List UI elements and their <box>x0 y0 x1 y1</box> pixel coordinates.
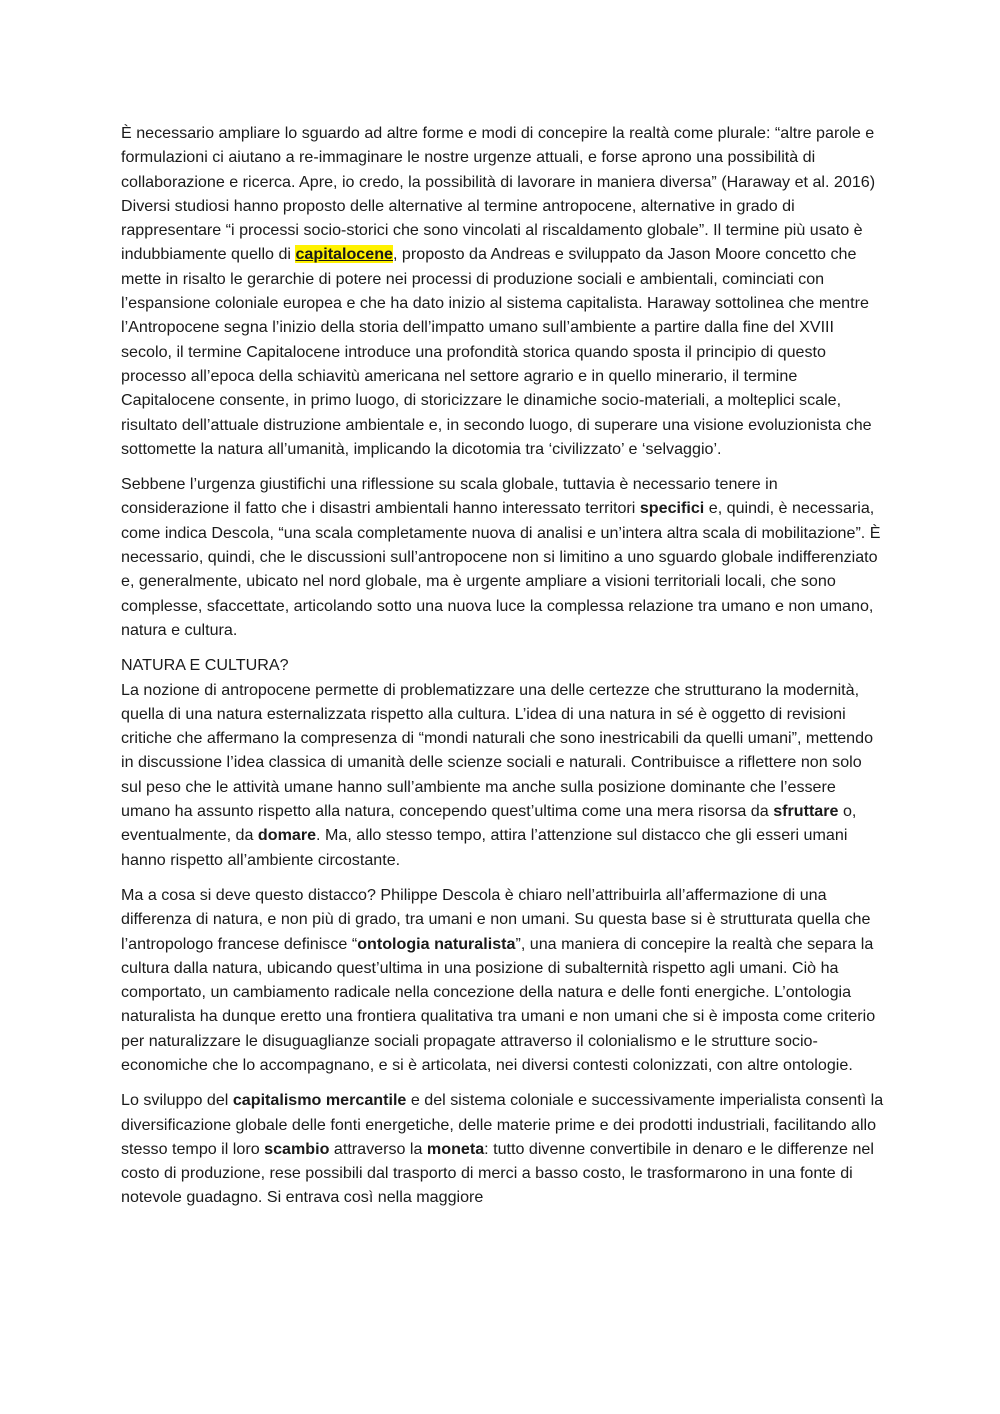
section-heading: NATURA E CULTURA? <box>121 656 289 675</box>
bold-term: scambio <box>264 1139 330 1158</box>
bold-term: domare <box>257 826 317 845</box>
text-span: attraverso la <box>329 1139 427 1158</box>
bold-term: moneta <box>426 1139 485 1158</box>
paragraph-4 <box>121 883 885 1077</box>
text-span: La nozione di antropocene permette di problematizzare una delle certezze che strutturano la modernità, quella di una natura esternalizzata rispetto alla cultura. L’idea di una natura in sé è oggetto di revisioni critiche che affermano la compresenza di “mondi naturali che sono inestricabili da quelli umani”, mettendo in discussione l’idea classica di umanità delle scienze sociali e naturali. Contribuisce a riflettere non solo sul peso che le attività umane hanno sull’ambiente ma anche sulla posizione dominante che l’essere umano ha assunto rispetto alla natura, concependo quest’ultima come una mera risorsa da <box>121 680 874 821</box>
text-span: Lo sviluppo del <box>121 1091 233 1110</box>
text-span: . Ma, allo stesso tempo, attira l’attenzione sul distacco che gli esseri umani hanno rispetto all’ambiente circostante. <box>121 826 848 869</box>
bold-term: specifici <box>639 499 705 518</box>
text-span: È necessario ampliare lo sguardo ad altre forme e modi di concepire la realtà come plurale: “altre parole e formulazioni ci aiutano a re-immaginare le nostre urgenze attuali, e forse aprono una possibilità di collaborazione e ricerca. Apre, io credo, la possibilità di lavorare in maniera diversa” (Haraway et al. 2016) Diversi studiosi hanno proposto delle alternative al termine antropocene, alternative in grado di rappresentare “i processi socio-storici che sono vincolati al riscaldamento globale”. Il termine più usato è indubbiamente quello di <box>121 124 876 264</box>
document-page <box>121 121 885 1221</box>
bold-term: capitalismo mercantile <box>232 1091 407 1110</box>
text-span: , proposto da Andreas e sviluppato da Jason Moore concetto che mette in risalto le gerarchie di potere nei processi di produzione sociali e ambientali, cominciati con l’espansione coloniale europea e che ha dato inizio al sistema capitalista. Haraway sottolinea che mentre l’Antropocene segna l’inizio della storia dell’impatto umano sull’ambiente a partire dalla fine del XVIII secolo, il termine Capitalocene introduce una profondità storica quando sposta il principio di questo processo all’epoca della schiavitù americana nel settore agrario e in quello minerario, il termine Capitalocene consente, in primo luogo, di storicizzare le dinamiche socio-materiali, a molteplici scale, risultato dell’attuale distruzione ambientale e, in secondo luogo, di superare una visione evoluzionista che sottomette la natura all’umanità, implicando la dicotomia tra ‘civilizzato’ e ‘selvaggio’. <box>121 245 872 458</box>
bold-term: ontologia naturalista <box>357 934 516 953</box>
paragraph-2 <box>121 472 885 642</box>
highlighted-term: capitalocene <box>295 245 393 264</box>
text-span: ”, una maniera di concepire la realtà che separa la cultura dalla natura, ubicando quest’ultima in una posizione di subalternità rispetto agli umani. Ciò ha comportato, un cambiamento radicale nella concezione della natura e delle fonti energiche. L’ontologia naturalista ha dunque eretto una frontiera qualitativa tra umani e non umani che si è imposta come criterio per naturalizzare le disuguaglianze sociali propagate attraverso il colonialismo e le strutture socio-economiche che lo accompagnano, e si è articolata, nei diversi contesti colonizzati, con altre ontologie. <box>121 934 876 1074</box>
text-span: e del sistema coloniale e successivamente imperialista consentì la diversificazione globale delle fonti energetiche, delle materie prime e dei prodotti industriali, facilitando allo stesso tempo il loro <box>121 1091 884 1158</box>
text-span: : tutto divenne convertibile in denaro e le differenze nel costo di produzione, rese possibili dal trasporto di merci a basso costo, le trasformarono in una fonte di notevole guadagno. Si entrava così nella maggiore <box>121 1139 874 1207</box>
paragraph-1 <box>121 121 885 461</box>
text-span: o, eventualmente, da <box>121 802 857 845</box>
text-span: Sebbene l’urgenza giustifichi una riflessione su scala globale, tuttavia è necessario tenere in considerazione il fatto che i disastri ambientali hanno interessato territori <box>121 475 778 518</box>
text-span: e, quindi, è necessaria, come indica Descola, “una scala completamente nuova di analisi e un’intera altra scala di mobilitazione”. È necessario, quindi, che le discussioni sull’antropocene non si limitino a uno sguardo globale indifferenziato e, generalmente, ubicato nel nord globale, ma è urgente ampliare a visioni territoriali locali, che sono complesse, sfaccettate, articolando sotto una nuova luce la complessa relazione tra umano e non umano, natura e cultura. <box>121 499 881 639</box>
paragraph-3 <box>121 678 885 872</box>
text-span: Ma a cosa si deve questo distacco? Philippe Descola è chiaro nell’attribuirla all’affermazione di una differenza di natura, e non più di grado, tra umani e non umani. Su questa base si è strutturata quella che l’antropologo francese definisce “ <box>121 885 871 953</box>
paragraph-5 <box>121 1088 885 1209</box>
bold-term: sfruttare <box>773 802 839 821</box>
